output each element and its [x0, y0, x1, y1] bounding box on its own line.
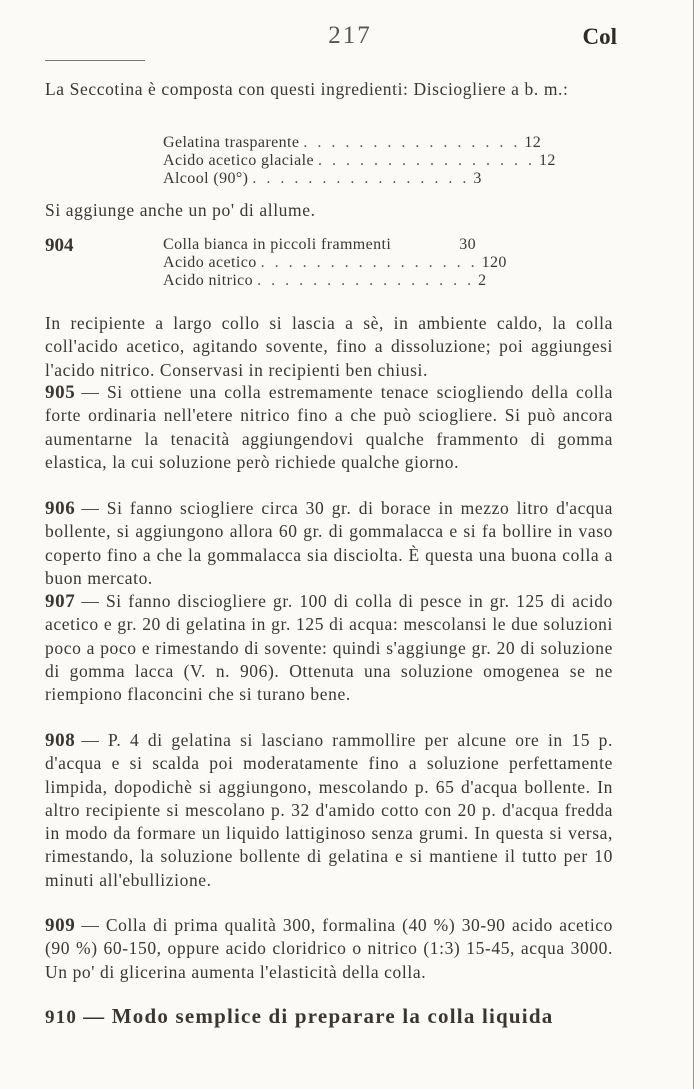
dot-leader: [391, 236, 455, 254]
ingredient-name: Gelatina trasparente: [163, 134, 300, 151]
ingredient-name: Acido nitrico: [163, 272, 254, 289]
ingredient-row: [163, 170, 482, 188]
paragraph-text: — Si fanno sciogliere circa 30 gr. di borace in mezzo litro d'acqua bollente, si aggiungono allora 60 gr. di gommalacca e si fa bollire in vaso coperto fino a che la gommalacca sia disciolta. È questa una buona colla a buon mercato.: [45, 498, 613, 588]
paragraph-number: 908: [45, 730, 76, 751]
paragraph-909: [45, 914, 613, 984]
paragraph-text: — Si fanno disciogliere gr. 100 di colla di pesce in gr. 125 di acido acetico e gr. 20 di gelatina in gr. 125 di acqua: mescolansi le due soluzioni poco a poco e rimestando di sovente: quindi s'aggiunge gr. 20 di soluzione di gomma lacca (V. n. 906). Ottenuta una soluzione omogenea se ne riempiono flaconcini che si turano bene.: [45, 591, 613, 705]
ingredient-row: [163, 272, 487, 290]
ingredient-qty: 30: [459, 236, 476, 253]
ingredient-name: Acido acetico glaciale: [163, 152, 314, 169]
recipe-904-text: In recipiente a largo collo si lascia a sè, in ambiente caldo, la colla coll'acido acetico, agitando sovente, fino a dissoluzione; poi aggiungesi l'acido nitrico. Conservasi in recipienti ben chiusi.: [45, 313, 613, 380]
ingredient-qty: 2: [478, 272, 487, 289]
dot-leader: . . . . . . . . . . . . . . . .: [260, 254, 478, 271]
paragraph-text: — Colla di prima qualità 300, formalina (40 %) 30-90 acido acetico (90 %) 60-150, oppure acido cloridrico o nitrico (1:3) 15-45, acqua 3000. Un po' di glicerina aumenta l'elasticità della colla.: [45, 915, 613, 982]
page-number: 217: [328, 22, 372, 49]
paragraph-number: 909: [45, 915, 76, 936]
section-title: — Modo semplice di preparare la colla liquida: [83, 1004, 554, 1028]
page-edge-line: [693, 0, 695, 1089]
paragraph-number: 907: [45, 591, 76, 612]
intro-line: La Seccotina è composta con questi ingredienti: Disciogliere a b. m.:: [45, 79, 569, 99]
paragraph-907: [45, 590, 613, 706]
section-number: 910: [45, 1007, 78, 1028]
ingredient-row: [163, 134, 542, 152]
ingredient-row: [163, 152, 556, 170]
ingredient-row: [163, 236, 476, 254]
ingredient-name: Colla bianca in piccoli frammenti: [163, 236, 392, 253]
ingredient-row: [163, 254, 507, 272]
dot-leader: . . . . . . . . . . . . . . . .: [257, 272, 475, 289]
ingredient-qty: 12: [538, 152, 556, 169]
ingredient-name: Alcool (90°): [163, 170, 249, 187]
ingredient-qty: 120: [481, 254, 507, 271]
paragraph-number: 906: [45, 498, 76, 519]
paragraph-905: [45, 381, 613, 474]
seccotina-ingredient-list: [163, 134, 556, 188]
dot-leader: . . . . . . . . . . . . . . . .: [303, 134, 521, 151]
paragraph-number: 905: [45, 382, 76, 403]
running-head: Col: [582, 24, 617, 49]
recipe-number: 904: [45, 235, 74, 256]
paragraph-906: [45, 497, 613, 590]
dot-leader: . . . . . . . . . . . . . . . .: [252, 170, 470, 187]
ingredient-qty: 3: [473, 170, 482, 187]
section-910-heading: [45, 1003, 613, 1031]
header-rule: [45, 60, 145, 61]
ingredient-qty: 12: [524, 134, 542, 151]
allume-note: Si aggiunge anche un po' di allume.: [45, 200, 316, 220]
paragraph-text: — P. 4 di gelatina si lasciano rammollire per alcune ore in 15 p. d'acqua e si scalda poi moderatamente fino a soluzione perfettamente limpida, dopodichè si aggiungono, mescolando p. 65 d'acqua bollente. In altro recipiente si mescolano p. 32 d'amido cotto con 20 p. d'acqua fredda in modo da formare un liquido lattiginoso senza grumi. In questa si versa, rimestando, la soluzione bollente di gelatina e si mantiene il tutto per 10 minuti all'ebullizione.: [45, 730, 613, 890]
dot-leader: . . . . . . . . . . . . . . . .: [317, 152, 535, 169]
paragraph-text: — Si ottiene una colla estremamente tenace sciogliendo della colla forte ordinaria nell'etere nitrico fino a che può sciogliere. Si può ancora aumentarne la tenacità aggiungendovi qualche frammento di gomma elastica, la cui soluzione però richiede qualche giorno.: [45, 382, 613, 472]
ingredient-name: Acido acetico: [163, 254, 257, 271]
paragraph-908: [45, 729, 613, 892]
recipe-904-ingredient-list: [163, 236, 507, 290]
